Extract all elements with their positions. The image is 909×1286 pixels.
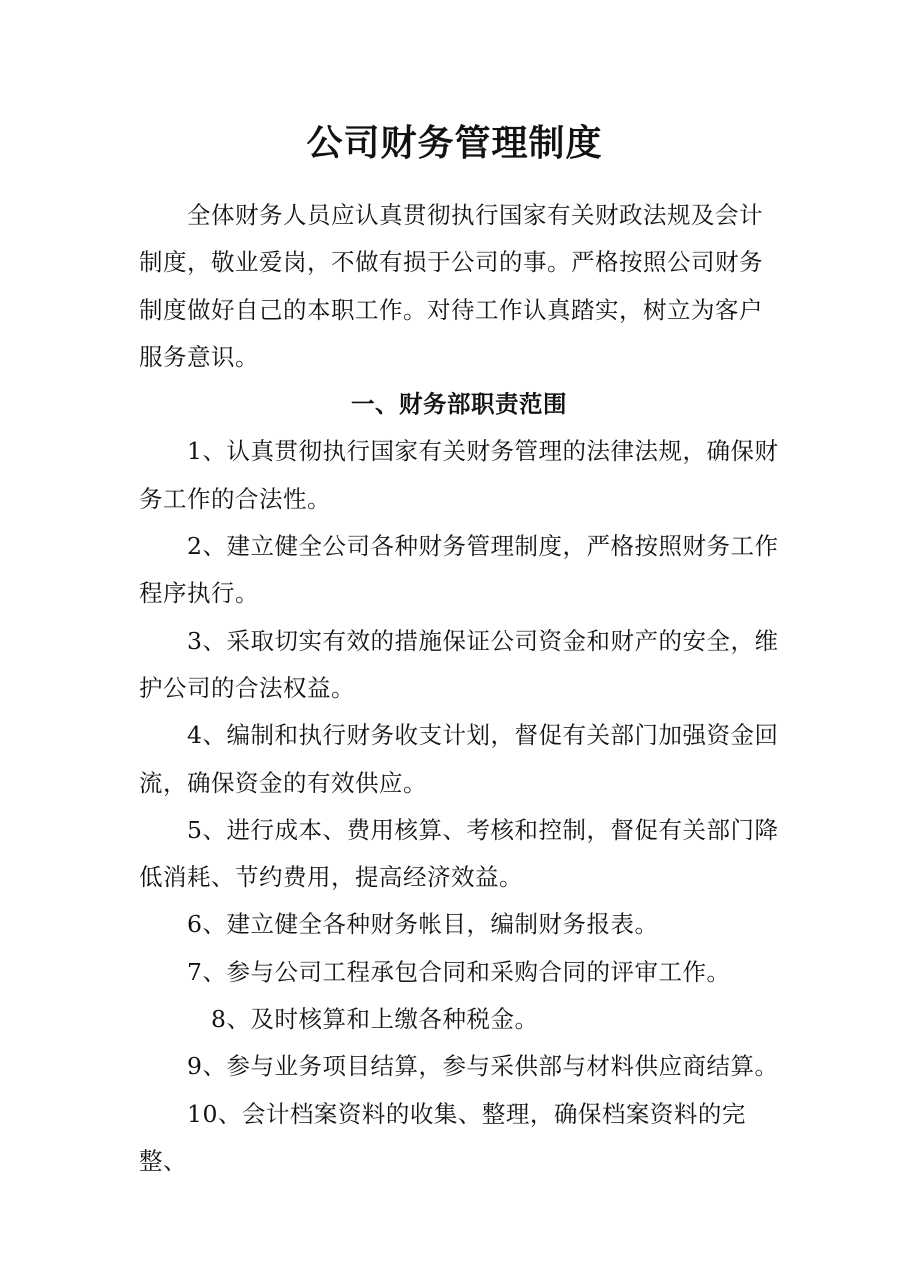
list-item: 6、建立健全各种财务帐目，编制财务报表。 [187, 910, 659, 939]
list-item: 9、参与业务项目结算，参与采供部与材料供应商结算。 [187, 1052, 779, 1081]
intro-paragraph: 全体财务人员应认真贯彻执行国家有关财政法规及会计制度，敬业爱岗，不做有损于公司的事。严格按照公司财务制度做好自己的本职工作。对待工作认真踏实，树立为客户服务意识。 [139, 201, 763, 371]
list-item: 1、认真贯彻执行国家有关财务管理的法律法规，确保财务工作的合法性。 [139, 437, 779, 513]
list-item: 8、及时核算和上缴各种税金。 [211, 1005, 539, 1034]
list-item: 7、参与公司工程承包合同和采购合同的评审工作。 [187, 957, 731, 986]
list-item: 4、编制和执行财务收支计划，督促有关部门加强资金回流，确保资金的有效供应。 [139, 721, 779, 797]
list-item: 10、会计档案资料的收集、整理，确保档案资料的完整、 [139, 1099, 746, 1175]
document-body [139, 192, 779, 1185]
document-title: 公司财务管理制度 [306, 123, 603, 164]
list-item: 5、进行成本、费用核算、考核和控制，督促有关部门降低消耗、节约费用，提高经济效益。 [139, 815, 779, 892]
section-heading: 一、财务部职责范围 [351, 390, 567, 419]
list-item: 2、建立健全公司各种财务管理制度，严格按照财务工作程序执行。 [139, 532, 779, 608]
list-item: 3、采取切实有效的措施保证公司资金和财产的安全，维护公司的合法权益。 [139, 626, 779, 702]
